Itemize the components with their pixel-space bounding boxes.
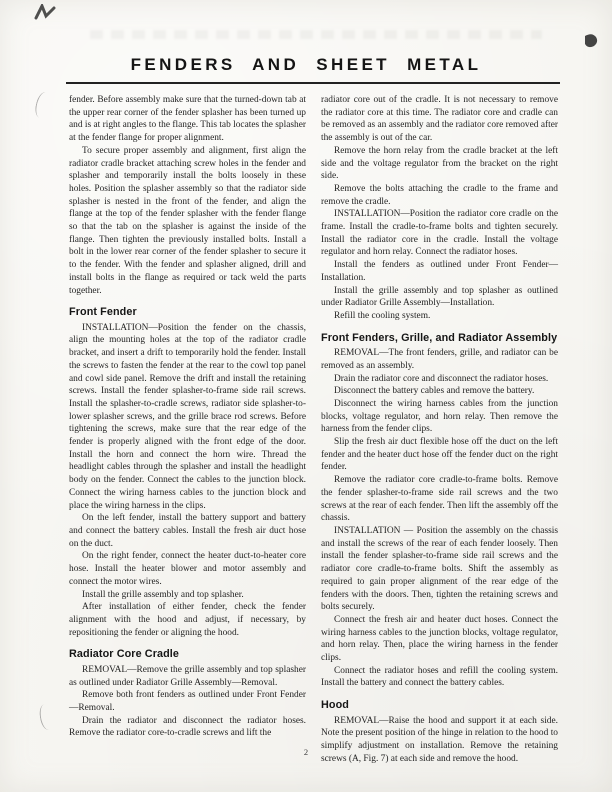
paragraph: Install the fenders as outlined under Front Fender—Installation. bbox=[321, 260, 558, 283]
paragraph: Drain the radiator and disconnect the radiator hoses. Remove the radiator core-to-cradle screws and lift the bbox=[69, 715, 306, 739]
showthrough-ghost bbox=[90, 30, 542, 39]
section-heading: Front Fender bbox=[69, 306, 137, 319]
page-title: FENDERS AND SHEET METAL bbox=[130, 55, 482, 74]
column-right bbox=[321, 94, 558, 765]
section-heading: Front Fenders, Grille, and Radiator Assembly bbox=[321, 331, 558, 344]
paragraph: Disconnect the battery cables and remove the battery. bbox=[334, 386, 535, 397]
paragraph: INSTALLATION — Position the assembly on the chassis and install the screws of the rear of each fender loosely. Then install the fender splasher-to-frame side rail screws and the radiator core cradle-to-frame bolts. Shift the assembly as required to gain proper alignment of the rear edge of the fenders with the doors. Then, tighten the retaining screws and bolts securely. bbox=[321, 526, 558, 613]
section-heading: Radiator Core Cradle bbox=[69, 648, 179, 661]
paragraph: On the left fender, install the battery support and battery and connect the battery cables. Install the fresh air duct hose on the duct. bbox=[69, 513, 306, 549]
paragraph: REMOVAL—Raise the hood and support it at each side. Note the present position of the hinge in relation to the hood to simplify adjustment on installation. Remove the retaining screws (A, Fig. 7) at each side and remove the hood. bbox=[321, 715, 558, 764]
page-number: 2 bbox=[303, 747, 309, 757]
paragraph: INSTALLATION—Position the fender on the chassis, align the mounting holes at the top of the radiator cradle bracket, and insert a drift to temporarily hold the fender. Install the screws to fasten the fender at the rear to the cowl top panel and cowl side panel. Remove the drift and install the retaining screws. Install the fender splasher-to-frame side rail screws. Install the splasher-to-cradle screws, radiator side splasher-to-lower splasher screws, and the grille brace rod screws. Before tightening the screws, make sure that the rear edge of the fender is properly aligned with the front edge of the door. Install the horn and connect the horn wire. Thread the headlight cables through the splasher and install the headlight body on the fender. Connect the cables to the junction block. Connect the wiring harness cables to the junction block and place the wiring harness in the clips. bbox=[69, 322, 306, 511]
section-heading: Hood bbox=[321, 699, 349, 712]
paragraph: Disconnect the wiring harness cables from the junction blocks, voltage regulator, and horn relay. Then remove the harness from the fender clips. bbox=[321, 398, 558, 435]
paragraph: Install the grille assembly and top splasher. bbox=[82, 589, 244, 600]
column-left bbox=[69, 94, 306, 740]
masthead bbox=[0, 55, 612, 75]
masthead-rule bbox=[66, 82, 560, 84]
paragraph: Remove the radiator core cradle-to-frame bolts. Remove the fender splasher-to-frame side rail screws and the two screws at the rear of each fender. Then lift the assembly off the chassis. bbox=[321, 475, 558, 524]
paragraph: Install the grille assembly and top splasher as outlined under Radiator Grille Assembly—Installation. bbox=[321, 285, 558, 309]
paragraph: REMOVAL—The front fenders, grille, and radiator can be removed as an assembly. bbox=[321, 348, 558, 371]
paragraph: Slip the fresh air duct flexible hose off the duct on the left fender and the heater duct hose off the fender duct on the right fender. bbox=[321, 437, 558, 473]
paragraph: Remove both front fenders as outlined under Front Fender—Removal. bbox=[69, 690, 306, 713]
ink-mark-icon bbox=[34, 4, 58, 26]
paragraph: Connect the radiator hoses and refill the cooling system. Install the battery and connect the battery cables. bbox=[321, 665, 558, 689]
paragraph: To secure proper assembly and alignment, first align the radiator cradle bracket attaching screw holes in the fender and splasher and temporarily install the bolts loosely in these holes. Position the splasher assembly so that the radiator side splasher is nested in the front of the fender, and align the flange at the top of the fender splasher with the fender flange so that the tab on the splasher is against the inside of the flange. Then tighten the previously installed bolts. Install a bolt in the lower rear corner of the fender splasher to secure it to the fender. With the fender and splasher aligned, drill and install bolts in the flange as required or tack weld the parts together. bbox=[69, 145, 306, 296]
paragraph: Remove the bolts attaching the cradle to the frame and remove the cradle. bbox=[321, 183, 558, 207]
paragraph: On the right fender, connect the heater duct-to-heater core hose. Install the heater blower and motor assembly and connect the motor wires. bbox=[69, 551, 306, 587]
paragraph: After installation of either fender, check the fender alignment with the hood and adjust, if necessary, by repositioning the fender or aligning the hood. bbox=[69, 602, 306, 638]
margin-pen-mark bbox=[38, 703, 55, 731]
paragraph: Connect the fresh air and heater duct hoses. Connect the wiring harness cables to the junction blocks, voltage regulator, and horn relay. Then, place the wiring harness in the fender clips. bbox=[321, 614, 558, 664]
ink-blot-icon bbox=[582, 32, 600, 55]
paragraph: radiator core out of the cradle. It is not necessary to remove the radiator core at this time. The radiator core and cradle can be removed as an assembly and the radiator core removed after the assembly is out of the car. bbox=[321, 95, 558, 144]
paragraph: fender. Before assembly make sure that the turned-down tab at the upper rear corner of the fender splasher has been turned up and is at right angles to the flange. This tab locates the splasher at the fender flange for proper alignment. bbox=[69, 95, 307, 144]
paragraph: Refill the cooling system. bbox=[334, 310, 431, 321]
paragraph: INSTALLATION—Position the radiator core cradle on the frame. Install the cradle-to-frame bolts and tighten securely. Install the radiator core in the cradle. Install the voltage regulator and horn relay. Connect the radiator hoses. bbox=[321, 209, 558, 258]
margin-pen-mark bbox=[33, 91, 52, 119]
paragraph: REMOVAL—Remove the grille assembly and top splasher as outlined under Radiator Grille Assembly—Removal. bbox=[69, 664, 306, 688]
paragraph: Drain the radiator core and disconnect the radiator hoses. bbox=[334, 373, 549, 384]
paragraph: Remove the horn relay from the cradle bracket at the left side and the voltage regulator from the bracket on the right side. bbox=[321, 145, 558, 182]
